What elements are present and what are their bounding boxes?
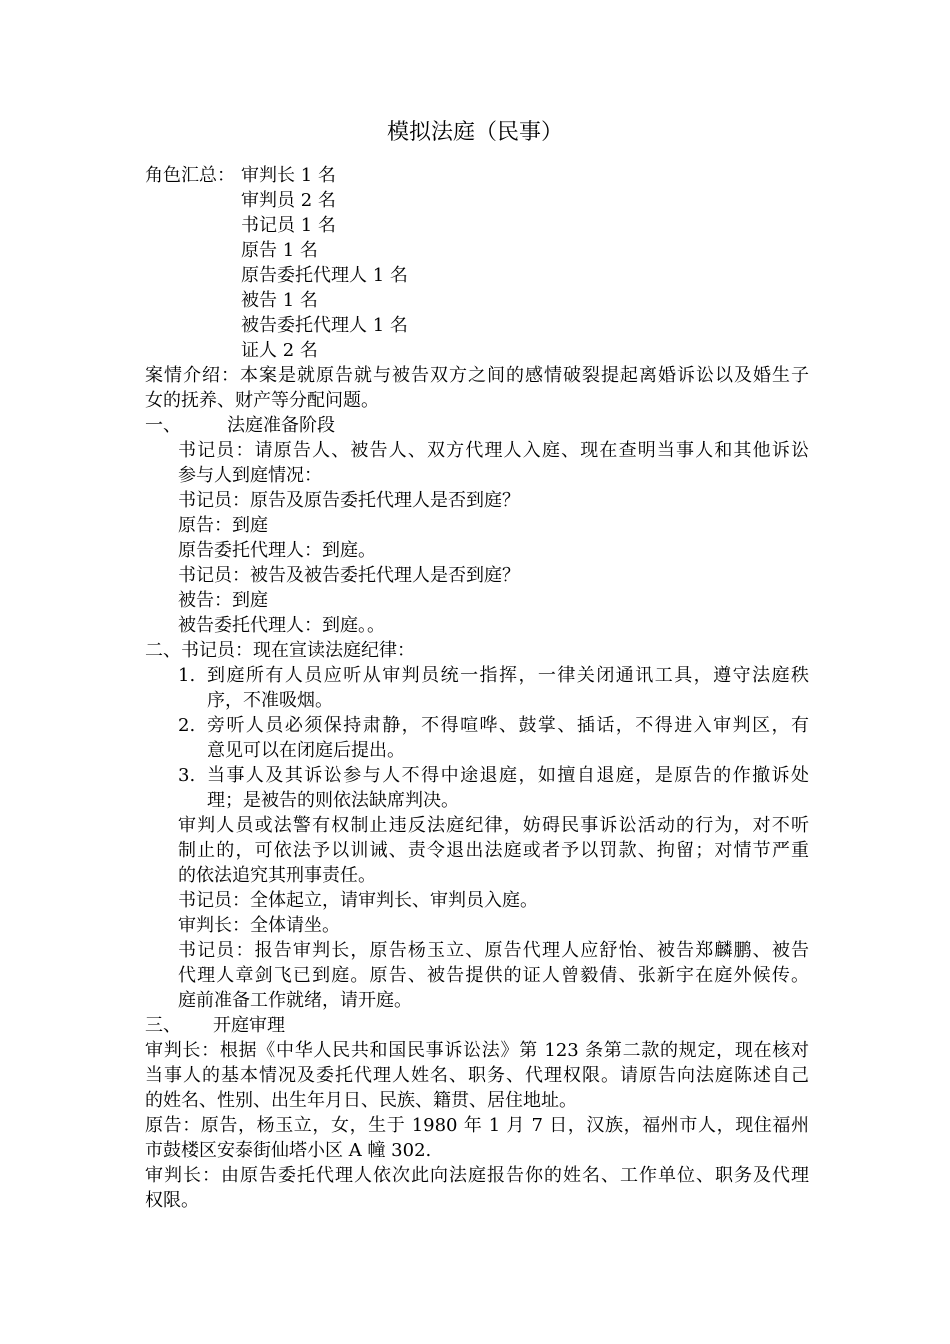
transcript-line: 参与人到庭情况：: [178, 465, 322, 486]
document-title: 模拟法庭（民事）: [386, 120, 563, 145]
role-item: 证人 2 名: [241, 340, 318, 361]
transcript-line: 制止的，可依法予以训诫、责令退出法庭或者予以罚款、拘留；对情节严重: [178, 840, 809, 861]
transcript-line: 原告：原告，杨玉立，女，生于 1980 年 1 月 7 日，汉族，福州市人，现住福州: [145, 1115, 809, 1136]
transcript-line: 的姓名、性别、出生年月日、民族、籍贯、居住地址。: [145, 1090, 577, 1111]
case-intro-line: 女的抚养、财产等分配问题。: [145, 390, 379, 411]
transcript-line: 书记员：被告及被告委托代理人是否到庭？: [178, 565, 520, 586]
transcript-line: 书记员：全体起立，请审判长、审判员入庭。: [178, 890, 538, 911]
transcript-line: 审判长：全体请坐。: [178, 915, 340, 936]
rule-text: 旁听人员必须保持肃静，不得喧哗、鼓掌、插话，不得进入审判区，有: [207, 715, 809, 736]
transcript-line: 的依法追究其刑事责任。: [178, 865, 376, 886]
case-intro-line: 案情介绍：本案是就原告就与被告双方之间的感情破裂提起离婚诉讼以及婚生子: [145, 365, 809, 386]
transcript-line: 权限。: [145, 1190, 199, 1211]
transcript-line: 审判长：根据《中华人民共和国民事诉讼法》第 123 条第二款的规定，现在核对: [145, 1040, 809, 1061]
transcript-line: 书记员：原告及原告委托代理人是否到庭？: [178, 490, 520, 511]
rule-text: 当事人及其诉讼参与人不得中途退庭，如擅自退庭，是原告的作撤诉处: [207, 765, 809, 786]
role-item: 被告委托代理人 1 名: [241, 315, 408, 336]
transcript-line: 被告：到庭: [178, 590, 268, 611]
transcript-line: 市鼓楼区安泰街仙塔小区 A 幢 302.: [145, 1140, 432, 1161]
transcript-line: 审判人员或法警有权制止违反法庭纪律，妨碍民事诉讼活动的行为，对不听: [178, 815, 809, 836]
transcript-line: 书记员：请原告人、被告人、双方代理人入庭、现在查明当事人和其他诉讼: [178, 440, 809, 461]
rule-text: 理；是被告的则依法缺席判决。: [207, 790, 459, 811]
section-heading: 开庭审理: [213, 1015, 285, 1036]
transcript-line: 当事人的基本情况及委托代理人姓名、职务、代理权限。请原告向法庭陈述自己: [145, 1065, 809, 1086]
rule-number: 3.: [178, 765, 196, 786]
roles-label: 角色汇总：: [145, 165, 235, 186]
role-item: 审判员 2 名: [241, 190, 336, 211]
section-heading: 法庭准备阶段: [227, 415, 335, 436]
section-heading: 二、书记员：现在宣读法庭纪律：: [145, 640, 415, 661]
role-item: 书记员 1 名: [241, 215, 336, 236]
rule-text: 意见可以在闭庭后提出。: [207, 740, 405, 761]
transcript-line: 原告：到庭: [178, 515, 268, 536]
transcript-line: 代理人章剑飞已到庭。原告、被告提供的证人曾毅倩、张新宇在庭外候传。: [178, 965, 809, 986]
rule-text: 到庭所有人员应听从审判员统一指挥，一律关闭通讯工具，遵守法庭秩: [207, 665, 809, 686]
rule-text: 序，不准吸烟。: [207, 690, 333, 711]
transcript-line: 庭前准备工作就绪，请开庭。: [178, 990, 412, 1011]
transcript-line: 审判长：由原告委托代理人依次此向法庭报告你的姓名、工作单位、职务及代理: [145, 1165, 809, 1186]
role-item: 审判长 1 名: [241, 165, 336, 186]
rule-number: 2.: [178, 715, 196, 736]
section-number: 一、: [145, 415, 181, 436]
role-item: 原告委托代理人 1 名: [241, 265, 408, 286]
transcript-line: 被告委托代理人：到庭。。: [178, 615, 385, 636]
role-item: 被告 1 名: [241, 290, 318, 311]
transcript-line: 书记员：报告审判长，原告杨玉立、原告代理人应舒怡、被告郑麟鹏、被告: [178, 940, 809, 961]
transcript-line: 原告委托代理人：到庭。: [178, 540, 376, 561]
rule-number: 1.: [178, 665, 196, 686]
role-item: 原告 1 名: [241, 240, 318, 261]
section-number: 三、: [145, 1015, 181, 1036]
